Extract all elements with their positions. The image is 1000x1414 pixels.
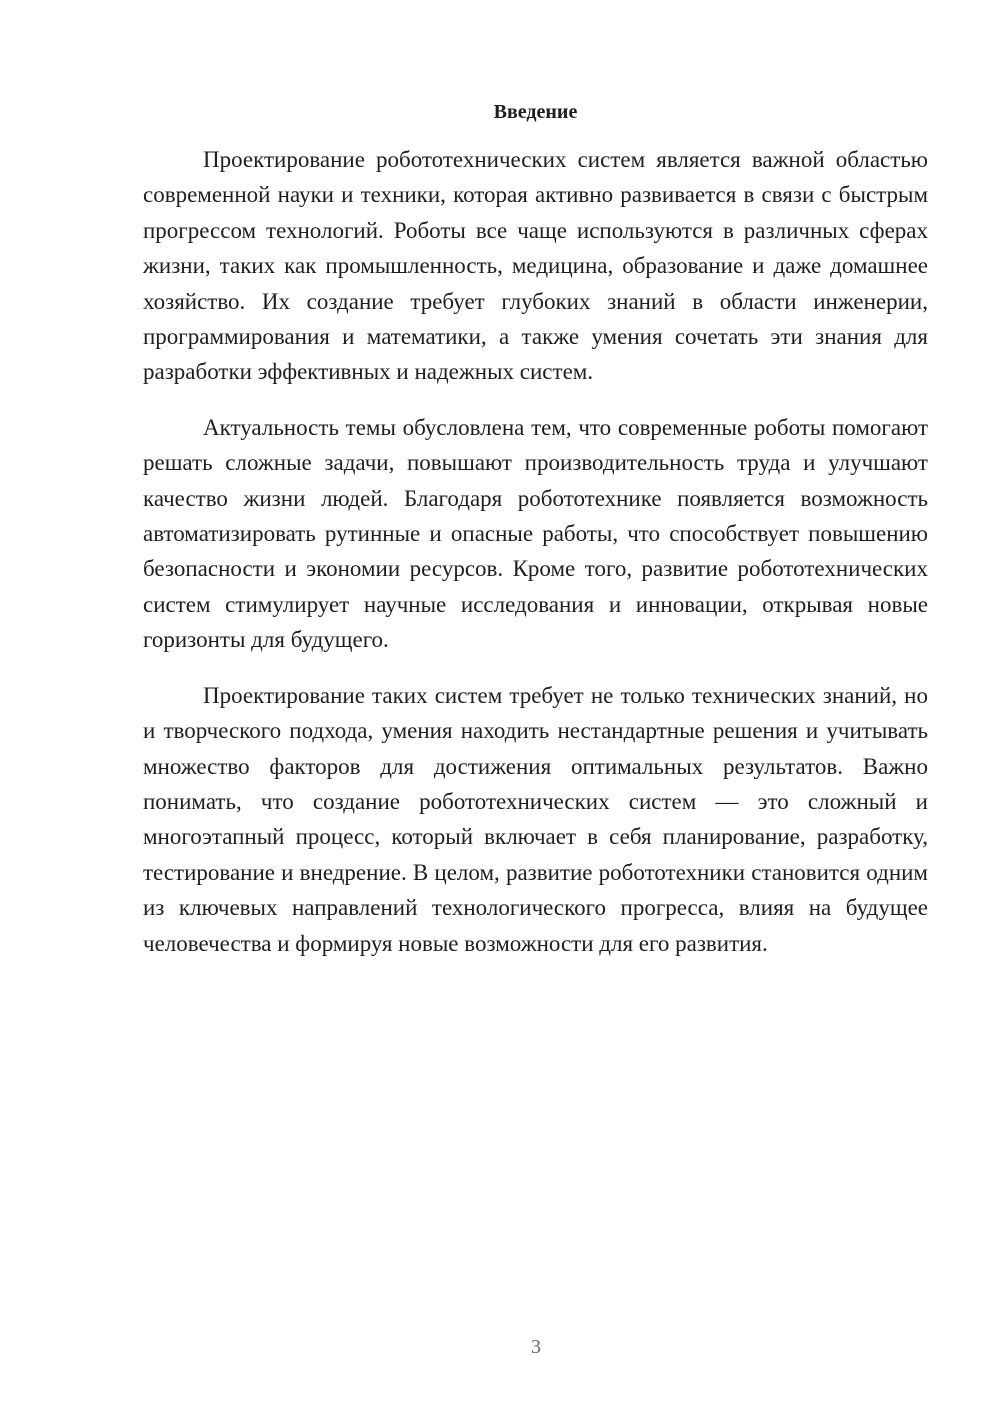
page-title: Введение <box>493 101 578 123</box>
page-number: 3 <box>531 1336 541 1358</box>
paragraph-design-approach: Проектирование таких систем требует не только технических знаний, но и творческого подхода, умения находить нестандартные решения и учитывать множество факторов для достижения оптимальных результатов. Важно понимать, что создание робототехнических систем — это сложный и многоэтапный процесс, который включает в себя планирование, разработку, тестирование и внедрение. В целом, развитие робототехники становится одним из ключевых направлений технологического прогресса, влияя на будущее человечества и формируя новые возможности для его развития. <box>143 682 928 956</box>
paragraph-introduction: Проектирование робототехнических систем является важной областью современной науки и техники, которая активно развивается в связи с быстрым прогрессом технологий. Роботы все чаще используются в различных сферах жизни, таких как промышленность, медицина, образование и даже домашнее хозяйство. Их создание требует глубоких знаний в области инженерии, программирования и математики, а также умения сочетать эти знания для разработки эффективных и надежных систем. <box>143 147 928 385</box>
body-text <box>143 142 928 981</box>
paragraph-relevance: Актуальность темы обусловлена тем, что современные роботы помогают решать сложные задачи, повышают производительность труда и улучшают качество жизни людей. Благодаря робототехнике появляется возможность автоматизировать рутинные и опасные работы, что способствует повышению безопасности и экономии ресурсов. Кроме того, развитие робототехнических систем стимулирует научные исследования и инновации, открывая новые горизонты для будущего. <box>143 414 928 653</box>
